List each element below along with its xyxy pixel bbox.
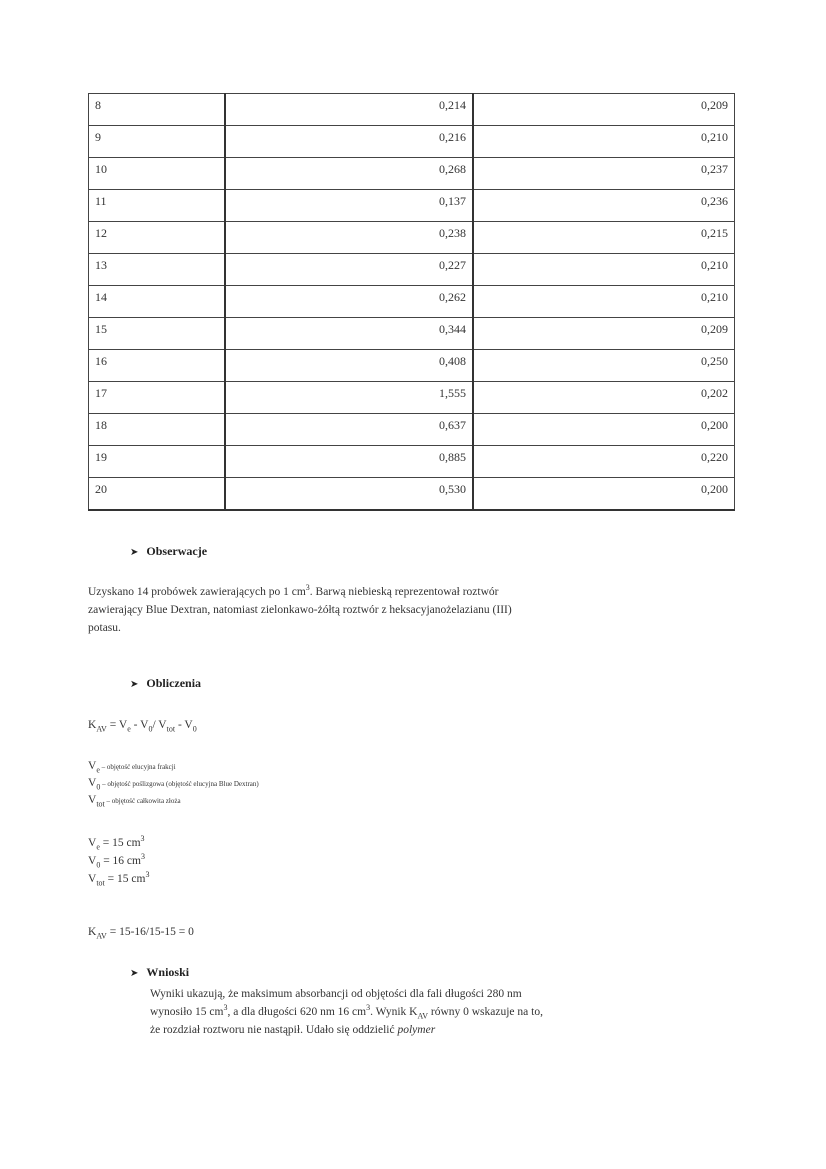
table-row [89,126,735,158]
value-cell-a: 0,214 [225,94,473,126]
row-index-cell: 9 [89,126,226,158]
value-cell-b: 0,200 [473,478,735,511]
table-row [89,254,735,286]
row-index-cell: 12 [89,222,226,254]
value-cell-a: 0,344 [225,318,473,350]
row-index-cell: 15 [89,318,226,350]
result-line: $K_{AV} = 15-16/15-15 = 0$ [88,926,194,941]
value-cell-a: 1,555 [225,382,473,414]
value-cell-a: 0,530 [225,478,473,511]
arrow-bullet-icon: ➤ [130,679,139,690]
value-cell-b: 0,250 [473,350,735,382]
table-row [89,382,735,414]
row-index-cell: 19 [89,446,226,478]
wnioski-heading: ➤ Wnioski [130,965,190,979]
obserwacje-heading: ➤ Obserwacje [130,544,208,558]
symbol-legend: $V_e$ – objętość elucyjna frakcji $V_0$ – objętość poślizgowa (objętość elucyjna Blue Dextran) $V_{tot}$ – objętość całkowita złoża [88,760,259,809]
row-index-cell: 18 [89,414,226,446]
value-cell-a: 0,637 [225,414,473,446]
table-row [89,446,735,478]
value-cell-b: 0,220 [473,446,735,478]
value-cell-a: 0,268 [225,158,473,190]
table-row [89,350,735,382]
value-cell-a: 0,227 [225,254,473,286]
table-row [89,222,735,254]
obserwacje-paragraph: Uzyskano 14 probówek zawierających po 1 $cm^3$. Barwą niebieską reprezentował roztwór zawierający Blue Dextran, natomiast zielonkawo-żółtą roztwór z heksacyjanożelazianu (III) potasu. [88,583,512,634]
table-row [89,286,735,318]
row-index-cell: 11 [89,190,226,222]
wnioski-paragraph: Wyniki ukazują, że maksimum absorbancji od objętości dla fali długości 280 nm wynosiło 15 $cm^3$, a dla długości 620 nm 16 $cm^3$. Wynik $K_{AV}$ równy 0 wskazuje na to, że rozdział roztworu nie nastąpił. Udało się oddzielić polymer [150,988,543,1036]
values-block: $V_e = 15$ $cm^3$ $V_0 = 16$ $cm^3$ $V_{tot} = 15$ $cm^3$ [88,834,150,888]
table-row [89,478,735,511]
table-row [89,414,735,446]
value-cell-a: 0,262 [225,286,473,318]
row-index-cell: 14 [89,286,226,318]
value-cell-b: 0,200 [473,414,735,446]
data-table [88,93,735,511]
value-cell-b: 0,209 [473,94,735,126]
table-row [89,318,735,350]
value-cell-a: 0,238 [225,222,473,254]
table-row [89,158,735,190]
value-cell-b: 0,237 [473,158,735,190]
value-cell-a: 0,137 [225,190,473,222]
table-row [89,94,735,126]
value-cell-b: 0,209 [473,318,735,350]
value-cell-b: 0,210 [473,254,735,286]
value-cell-b: 0,215 [473,222,735,254]
value-cell-a: 0,216 [225,126,473,158]
arrow-bullet-icon: ➤ [130,547,139,558]
formula-line: $K_{AV} = V_e - V_0/$ $V_{tot} - V_0$ [88,719,197,734]
value-cell-b: 0,202 [473,382,735,414]
row-index-cell: 17 [89,382,226,414]
row-index-cell: 16 [89,350,226,382]
value-cell-b: 0,210 [473,286,735,318]
row-index-cell: 13 [89,254,226,286]
row-index-cell: 20 [89,478,226,511]
value-cell-a: 0,885 [225,446,473,478]
obliczenia-heading: ➤ Obliczenia [130,676,202,690]
value-cell-b: 0,236 [473,190,735,222]
value-cell-a: 0,408 [225,350,473,382]
arrow-bullet-icon: ➤ [130,968,139,979]
table-row [89,190,735,222]
row-index-cell: 8 [89,94,226,126]
row-index-cell: 10 [89,158,226,190]
value-cell-b: 0,210 [473,126,735,158]
